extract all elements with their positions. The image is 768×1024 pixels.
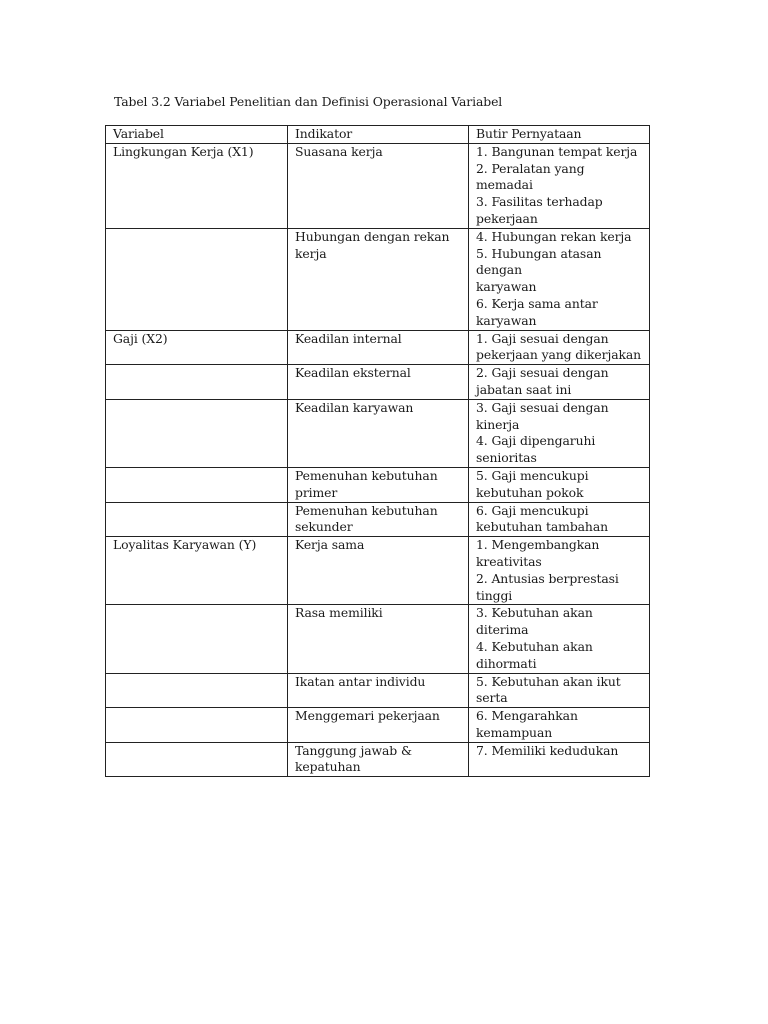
cell-butir-pernyataan-line: 5. Gaji mencukupi — [476, 467, 589, 483]
cell-variabel: Loyalitas Karyawan (Y) — [106, 537, 288, 605]
cell-indikator-line: primer — [295, 484, 338, 500]
cell-indikator-line: Hubungan dengan rekan — [295, 228, 450, 244]
cell-indikator-line: Keadilan karyawan — [295, 399, 414, 415]
cell-butir-pernyataan — [469, 228, 650, 330]
cell-butir-pernyataan — [469, 537, 650, 605]
table-row — [106, 502, 650, 537]
cell-butir-pernyataan-line: 1. Mengembangkan — [476, 537, 600, 553]
cell-indikator-line: Pemenuhan kebutuhan — [295, 502, 438, 518]
cell-butir-pernyataan-line: dihormati — [476, 655, 537, 671]
cell-indikator — [288, 537, 469, 605]
cell-butir-pernyataan-line: 1. Bangunan tempat kerja — [476, 143, 638, 159]
cell-indikator — [288, 708, 469, 743]
cell-butir-pernyataan — [469, 330, 650, 365]
cell-butir-pernyataan-line: senioritas — [476, 450, 537, 466]
table-row — [106, 605, 650, 673]
cell-butir-pernyataan-line: 3. Fasilitas terhadap — [476, 194, 603, 210]
cell-variabel — [106, 365, 288, 400]
table-row — [106, 399, 650, 467]
cell-butir-pernyataan-line: kebutuhan tambahan — [476, 519, 608, 535]
table-body — [106, 143, 650, 776]
cell-butir-pernyataan — [469, 673, 650, 708]
table-caption: Tabel 3.2 Variabel Penelitian dan Definisi Operasional Variabel — [114, 94, 503, 109]
cell-butir-pernyataan-line: 4. Kebutuhan akan — [476, 638, 593, 654]
cell-butir-pernyataan — [469, 467, 650, 502]
cell-butir-pernyataan-line: 2. Antusias berprestasi — [476, 570, 619, 586]
cell-butir-pernyataan — [469, 605, 650, 673]
cell-variabel — [106, 228, 288, 330]
cell-variabel — [106, 399, 288, 467]
cell-indikator-line: Kerja sama — [295, 537, 365, 553]
cell-butir-pernyataan — [469, 143, 650, 228]
cell-indikator — [288, 365, 469, 400]
cell-butir-pernyataan-line: kebutuhan pokok — [476, 484, 584, 500]
cell-butir-pernyataan-line: 2. Gaji sesuai dengan — [476, 365, 609, 381]
cell-butir-pernyataan-line: kreativitas — [476, 553, 542, 569]
cell-butir-pernyataan-line: 5. Kebutuhan akan ikut — [476, 673, 621, 689]
cell-butir-pernyataan-line: 5. Hubungan atasan dengan — [476, 245, 602, 278]
cell-butir-pernyataan-line: kemampuan — [476, 724, 553, 740]
header-variabel: Variabel — [106, 126, 288, 144]
header-indikator: Indikator — [288, 126, 469, 144]
cell-variabel — [106, 467, 288, 502]
cell-variabel — [106, 708, 288, 743]
cell-indikator-line: Tanggung jawab & — [295, 742, 412, 758]
header-butir-pernyataan: Butir Pernyataan — [469, 126, 650, 144]
cell-butir-pernyataan-line: 4. Hubungan rekan kerja — [476, 228, 632, 244]
cell-indikator-line: Keadilan internal — [295, 330, 402, 346]
table-row — [106, 742, 650, 777]
cell-indikator — [288, 399, 469, 467]
table-row — [106, 673, 650, 708]
cell-variabel — [106, 605, 288, 673]
cell-variabel — [106, 673, 288, 708]
cell-variabel: Lingkungan Kerja (X1) — [106, 143, 288, 228]
cell-butir-pernyataan-line: karyawan — [476, 279, 537, 295]
cell-variabel: Gaji (X2) — [106, 330, 288, 365]
cell-indikator-line: sekunder — [295, 519, 353, 535]
cell-butir-pernyataan — [469, 742, 650, 777]
cell-butir-pernyataan-line: pekerjaan yang dikerjakan — [476, 347, 642, 363]
cell-indikator — [288, 742, 469, 777]
cell-indikator-line: kerja — [295, 245, 327, 261]
cell-butir-pernyataan-line: karyawan — [476, 312, 537, 328]
table-row — [106, 467, 650, 502]
cell-butir-pernyataan-line: 2. Peralatan yang memadai — [476, 160, 585, 193]
table-row — [106, 537, 650, 605]
table-row — [106, 330, 650, 365]
cell-indikator-line: Ikatan antar individu — [295, 673, 426, 689]
cell-indikator — [288, 330, 469, 365]
cell-butir-pernyataan-line: 4. Gaji dipengaruhi — [476, 433, 596, 449]
table-row — [106, 228, 650, 330]
cell-butir-pernyataan-line: 3. Gaji sesuai dengan kinerja — [476, 399, 609, 432]
cell-butir-pernyataan-line: 7. Memiliki kedudukan — [476, 742, 619, 758]
cell-indikator — [288, 605, 469, 673]
cell-butir-pernyataan — [469, 502, 650, 537]
cell-butir-pernyataan-line: 6. Mengarahkan — [476, 708, 578, 724]
cell-butir-pernyataan-line: 3. Kebutuhan akan diterima — [476, 605, 593, 638]
table-row — [106, 708, 650, 743]
cell-indikator — [288, 228, 469, 330]
cell-indikator — [288, 467, 469, 502]
cell-indikator-line: Menggemari pekerjaan — [295, 708, 440, 724]
cell-indikator — [288, 143, 469, 228]
cell-butir-pernyataan-line: tinggi — [476, 587, 513, 603]
cell-indikator-line: Keadilan eksternal — [295, 365, 411, 381]
cell-butir-pernyataan-line: 1. Gaji sesuai dengan — [476, 330, 609, 346]
cell-butir-pernyataan — [469, 365, 650, 400]
cell-indikator-line: kepatuhan — [295, 759, 361, 775]
cell-butir-pernyataan — [469, 708, 650, 743]
cell-butir-pernyataan-line: pekerjaan — [476, 210, 538, 226]
table-row — [106, 143, 650, 228]
cell-indikator — [288, 673, 469, 708]
cell-butir-pernyataan-line: jabatan saat ini — [476, 381, 572, 397]
cell-indikator-line: Suasana kerja — [295, 143, 383, 159]
table-row — [106, 365, 650, 400]
cell-butir-pernyataan-line: 6. Gaji mencukupi — [476, 502, 589, 518]
variable-table — [105, 125, 650, 777]
cell-butir-pernyataan — [469, 399, 650, 467]
cell-butir-pernyataan-line: 6. Kerja sama antar — [476, 295, 598, 311]
cell-indikator-line: Pemenuhan kebutuhan — [295, 467, 438, 483]
cell-indikator-line: Rasa memiliki — [295, 605, 383, 621]
cell-variabel — [106, 742, 288, 777]
table-header-row — [106, 126, 650, 144]
cell-variabel — [106, 502, 288, 537]
cell-indikator — [288, 502, 469, 537]
cell-butir-pernyataan-line: serta — [476, 690, 508, 706]
